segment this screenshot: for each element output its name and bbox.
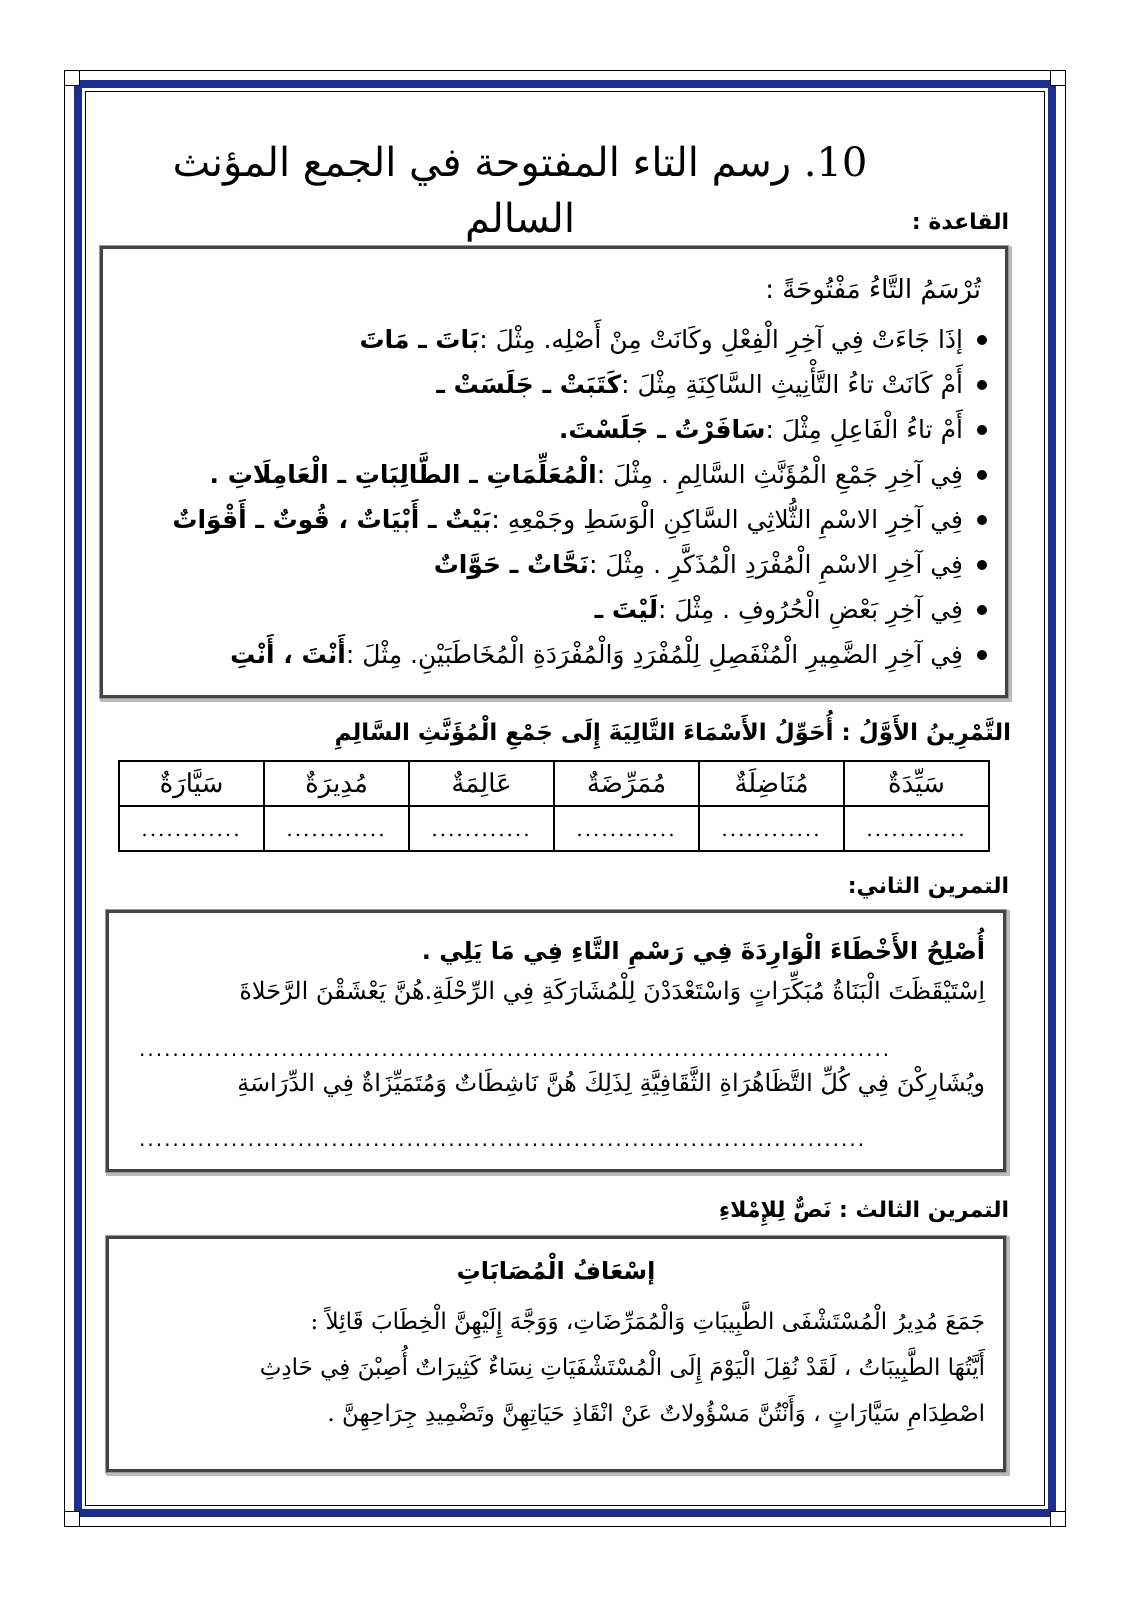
rule-item: فِي آخِرِ الاسْمِ الثُّلاثِي السَّاكِنِ الْوَسَطِ وجَمْعِهِ : بَيْتٌ ـ أَبْيَاتٌ ، قُوتٌ ـ أَقْوَاتٌ [117, 497, 987, 542]
bullet-icon [977, 470, 987, 480]
exercise1-label: التَّمْرِينُ الأَوَّلُ : أُحَوِّلُ الأَسْمَاءَ التَّالِيَةَ إِلَى جَمْعِ الْمُؤَنَّثِ السَّالِمِ [334, 720, 1011, 746]
frame-corner-ornament [64, 1511, 80, 1527]
bullet-icon [977, 335, 987, 345]
answer-cell[interactable]: ............ [264, 806, 409, 851]
exercise3-box [106, 1236, 1006, 1472]
frame-corner-ornament [64, 70, 80, 86]
rule-item: أَمْ كَانَتْ تاءُ التَّأْنِيثِ السَّاكِنَةِ مِثْلَ : كَتَبَتْ ـ جَلَسَتْ ـ [117, 362, 987, 407]
rule-box [100, 246, 1008, 698]
frame-corner-ornament [1050, 70, 1066, 86]
answer-cell[interactable]: ............ [119, 806, 264, 851]
exercise2-line: اِسْتَيْقَظَتَ الْبَنَاةُ مُبَكِّرَاتٍ وَاسْتَعْدَدْنَ لِلْمُشَارَكَةِ فِي الرِّحْلَةِ.هُنَّ يَعْشَقْنَ الرَّحَلاةَ [239, 977, 985, 1005]
bullet-icon [977, 380, 987, 390]
exercise2-line: ويُشَارِكْنَ فِي كُلِّ التَّظَاهُرَاةِ الثَّقَافِيَّةِ لِذَلِكَ هُنَّ نَاشِطَاتٌ وَمُتَمَيِّزَاةٌ فِي الدِّرَاسَةِ [237, 1069, 985, 1097]
rule-item: أَمْ تاءُ الْفَاعِلِ مِثْلَ : سَافَرْتُ ـ جَلَسْتَ. [117, 407, 987, 452]
rule-item: فِي آخِرِ جَمْعِ الْمُؤَنَّثِ السَّالِمِ . مِثْلَ : الْمُعَلِّمَاتِ ـ الطَّالِبَاتِ ـ الْعَامِلَاتِ . [117, 452, 987, 497]
rule-item: إذَا جَاءَتْ فِي آخِرِ الْفِعْلِ وكَانَتْ مِنْ أَصْلِه. مِثْلَ : بَاتَ ـ مَاتَ [117, 317, 987, 362]
rule-item: فِي آخِرِ الضَّمِيرِ الْمُنْفَصِلِ لِلْمُفْرَدِ وَالْمُفْرَدَةِ الْمُخَاطَبَيْنِ. مِثْلَ : أَنْتَ ، أَنْتِ [117, 632, 987, 677]
exercise2-box [106, 910, 1006, 1172]
answer-cell[interactable]: ............ [699, 806, 844, 851]
page-title: 10. رسم التاء المفتوحة في الجمع المؤنث السالم [172, 140, 868, 242]
bullet-icon [977, 425, 987, 435]
word-cell: سَيِّدَةٌ [844, 761, 989, 806]
answer-cell[interactable]: ............ [554, 806, 699, 851]
dictation-line: اصْطِدَامِ سَيَّارَاتٍ ، وَأَنْتُنَّ مَسْؤُولاتٌ عَنْ انْقَاذِ حَيَاتِهِنَّ وتَضْمِيدِ جِرَاحِهِنَّ . [327, 1401, 985, 1427]
bullet-icon [977, 560, 987, 570]
word-cell: مُمَرِّضَةٌ [554, 761, 699, 806]
bullet-icon [977, 515, 987, 525]
dictation-title: إسْعَافُ الْمُصَابَاتِ [456, 1257, 656, 1285]
rule-intro: تُرْسَمُ التَّاءُ مَفْتُوحَةً : [765, 275, 981, 305]
bullet-icon [977, 605, 987, 615]
table-row [119, 761, 989, 806]
word-cell: مُدِيرَةٌ [264, 761, 409, 806]
rule-label: القاعدة : [911, 210, 1009, 235]
rule-list [117, 317, 987, 677]
exercise2-label: التمرين الثاني: [847, 874, 1009, 899]
exercise1-table [118, 760, 990, 852]
word-cell: سَيَّارَةٌ [119, 761, 264, 806]
answer-line[interactable]: .......................................................................................... [139, 1037, 892, 1061]
bullet-icon [977, 650, 987, 660]
dictation-line: جَمَعَ مُدِيرُ الْمُسْتَشْفَى الطَّبِيبَاتِ وَالْمُمَرِّضَاتِ، وَوَجَّهَ إِلَيْهِنَّ الْخِطَابَ قَائِلاً : [310, 1309, 985, 1335]
word-cell: عَالِمَةٌ [409, 761, 554, 806]
answer-cell[interactable]: ............ [844, 806, 989, 851]
rule-item: فِي آخِرِ بَعْضِ الْحُرُوفِ . مِثْلَ : لَيْتَ ـ [117, 587, 987, 632]
answer-cell[interactable]: ............ [409, 806, 554, 851]
frame-corner-ornament [1050, 1511, 1066, 1527]
table-row [119, 806, 989, 851]
exercise3-label: التمرين الثالث : نَصٌّ لِلإِمْلاءِ [718, 1198, 1009, 1223]
exercise2-instruction: أُصْلِحُ الأَخْطَاءَ الْوَارِدَةَ فِي رَسْمِ التَّاءِ فِي مَا يَلِي . [421, 937, 985, 965]
word-cell: مُنَاضِلَةٌ [699, 761, 844, 806]
rule-item: فِي آخِرِ الاسْمِ الْمُفْرَدِ الْمُذَكَّرِ . مِثْلَ : نَحَّاتٌ ـ حَوَّاتٌ [117, 542, 987, 587]
answer-line[interactable]: ....................................................................................... [139, 1127, 867, 1151]
dictation-line: أَيَّتُهَا الطَّبِيبَاتُ ، لَقَدْ نُقِلَ الْيَوْمَ إِلَى الْمُسْتَشْفَيَاتِ نِسَاءٌ كَثِيرَاتٌ أُصِبْنَ فِي حَادِثِ [259, 1355, 985, 1381]
